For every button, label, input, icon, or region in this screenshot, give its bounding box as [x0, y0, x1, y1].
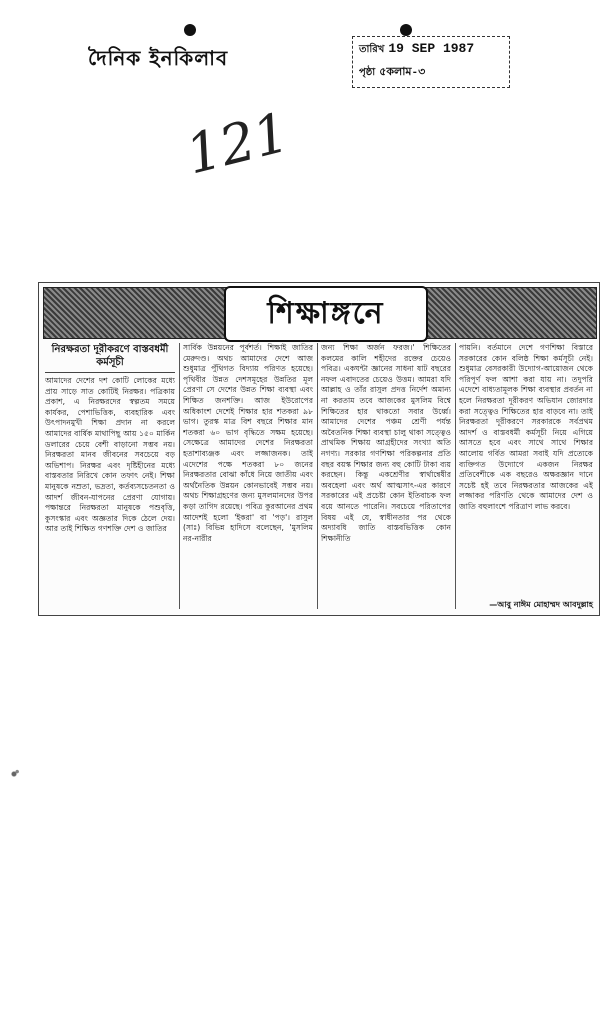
date-stamp	[352, 36, 510, 88]
section-banner-title: শিক্ষাঙ্গনে	[224, 286, 428, 342]
date-label: তারিখ	[359, 44, 385, 55]
paper-speck	[6, 768, 22, 780]
handwritten-number: 121	[179, 100, 296, 187]
column-divider	[179, 343, 180, 609]
newspaper-masthead: দৈনিক ইনকিলাব	[88, 46, 229, 70]
article-column-2: সার্বিক উন্নয়নের পূর্বশর্ত। শিক্ষাই জাতির মেরুদণ্ড। অথচ আমাদের দেশে আজ শুধুমাত্র পুঁথিগত বিদ্যায় পরিণত হয়েছে। পৃথিবীর উন্নত দেশসমূহের উন্নতির মূল প্রেরণা সে দেশের উন্নত শিক্ষা ব্যবস্থা এবং শিক্ষিত জনশক্তি। আজ ইউরোপের অধিকাংশ দেশেই শিক্ষার হার শতকরা ৯৮ ভাগ। তুরস্ক মাত্র বিশ বছরে শিক্ষার মান শতকরা ৬০ ভাগ বৃদ্ধিতে সক্ষম হয়েছে। সেক্ষেত্রে আমাদের দেশের নিরক্ষরতা হতাশাব্যঞ্জক এবং লজ্জাজনক। তাই এদেশের পক্ষে শতকরা ৮০ জনের নিরক্ষরতার বোঝা কাঁধে নিয়ে জাতীয় এবং অর্থনৈতিক উন্নয়ন কোনভাবেই সম্ভব নয়। অথচ শিক্ষাগ্রহণের জন্য মুসলমানদের উপর কড়া তাগিদ রয়েছে। পবিত্র কুরআনের প্রথম আদেশই হলো 'ইকরা' বা 'পড়'। রাসুল (সাঃ) বিভিন্ন হাদিসে বলেছেন, 'মুসলিম নর-নারীর	[183, 343, 313, 543]
newspaper-clipping	[38, 282, 600, 616]
article-headline: নিরক্ষরতা দূরীকরণে বাস্তবধর্মী কর্মসূচী	[45, 343, 175, 373]
punch-hole-left	[184, 24, 196, 36]
column-divider	[455, 343, 456, 609]
date-value: 19 SEP 1987	[388, 41, 475, 56]
section-banner	[43, 287, 597, 339]
column-divider	[317, 343, 318, 609]
page-value: ৫কলাম-৩	[379, 67, 426, 79]
article-column-3: জন্য শিক্ষা অর্জন ফরজ।' শিক্ষিতের কলমের কালি শহীদের রক্তের চেয়েও পবিত্র। একঘন্টা জ্ঞানের সাধনা ষাট বছরের নফল এবাদতের চেয়েও উত্তম। আমরা যদি আল্লাহ ও তাঁর রাসুল প্রদত্ত নির্দেশ অমান্য না করতাম তবে আজকের মুসলিম বিশ্বে শিক্ষিতের হার থাকতো সবার উর্ধ্বে। আমাদের দেশের পঞ্চম শ্রেণী পর্যন্ত অবৈতনিক শিক্ষা ব্যবস্থা চালু থাকা সত্ত্বেও প্রাথমিক শিক্ষায় আগ্রহীদের সংখ্যা অতি নগণ্য। সরকার গণশিক্ষা পরিকল্পনার প্রতি বছর বয়স্ক শিক্ষার জন্য বহু কোটি টাকা ব্যয় করছেন। কিন্তু একশ্রেণীর স্বার্থান্বেষীর অবহেলা এবং অর্থ আত্মসাৎ-এর কারণে সরকারের এই প্রচেষ্টা কোন ইতিবাচক ফল বয়ে আনতে পারেনি। সবচেয়ে পরিতাপের বিষয় এই যে, স্বাধীনতার পর থেকে অদ্যাবধি জাতি বাস্তবভিত্তিক কোন শিক্ষানীতি	[321, 343, 451, 543]
article-byline: —আবু নাঈম মোহাম্মদ আবদুল্লাহ	[489, 600, 593, 609]
article-column-1-text: আমাদের দেশের দশ কোটি লোকের মধ্যে প্রায় সাড়ে সাত কোটিই নিরক্ষর। পত্রিকায় প্রকাশ, এ নিরক্ষরদের স্বল্পতম সময়ে কার্যকর, পেশাভিত্তিক, ব্যবহারিক এবং উৎপাদনমুখী শিক্ষা প্রদান না করলে আমাদের বার্ষিক মাথাপিছু আয় ১৫০ মার্কিন ডলারের চেয়ে বেশী বাড়ানো সম্ভব নয়। নিরক্ষরতা মানব জীবনের সবচেয়ে বড় অভিশাপ। নিরক্ষর এবং দৃষ্টিহীনের মধ্যে বাস্তবতার নিরিখে কোন তফাৎ নেই। শিক্ষা মানুষকে নম্রতা, ভদ্রতা, কর্তব্যসচেতনতা ও আদর্শ জীবন-যাপনের প্রেরণা যোগায়। পক্ষান্তরে নিরক্ষরতা মানুষকে পশুবৃত্তি, কুসংস্কার এবং অজ্ঞতার দিকে ঠেলে দেয়। আর তাই শিক্ষিত গণশক্তি দেশ ও জাতির	[45, 376, 175, 534]
article-column-4: পায়নি। বর্তমানে দেশে গণশিক্ষা বিস্তারে সরকারের কোন বলিষ্ঠ শিক্ষা কর্মসূচী নেই। শুধুমাত্র বেসরকারী উদ্যোগ-আয়োজন থেকে পরিপূর্ণ ফল আশা করা যায় না। তদুপরি এদেশে বাধ্যতামূলক শিক্ষা ব্যবস্থার প্রবর্তন না হলে নিরক্ষরতা দূরীকরণ অভিযান জোরদার করা সত্ত্বেও শিক্ষিতের হার বাড়বে না। তাই নিরক্ষরতা দূরীকরণে সরকারকে সর্বপ্রথম আদর্শ ও বাস্তবধর্মী কর্মসূচী নিয়ে এগিয়ে আসতে হবে এবং সাথে সাথে শিক্ষার আলোয় গর্বিত আমরা সবাই যদি প্রত্যেকে ব্যক্তিগত উদ্যোগে একজন নিরক্ষর প্রতিবেশীকে এক বছরেও অক্ষরজ্ঞান দানে সচেষ্ট হই তবে নিরক্ষরতার আজকের এই লজ্জাকর পরিণতি থেকে আমাদের দেশ ও জাতি বহুলাংশে পরিত্রাণ লাভ করবে।	[459, 343, 593, 511]
article-column-1	[45, 343, 175, 611]
punch-hole-right	[400, 24, 412, 36]
page-label: পৃষ্ঠা	[359, 67, 376, 78]
